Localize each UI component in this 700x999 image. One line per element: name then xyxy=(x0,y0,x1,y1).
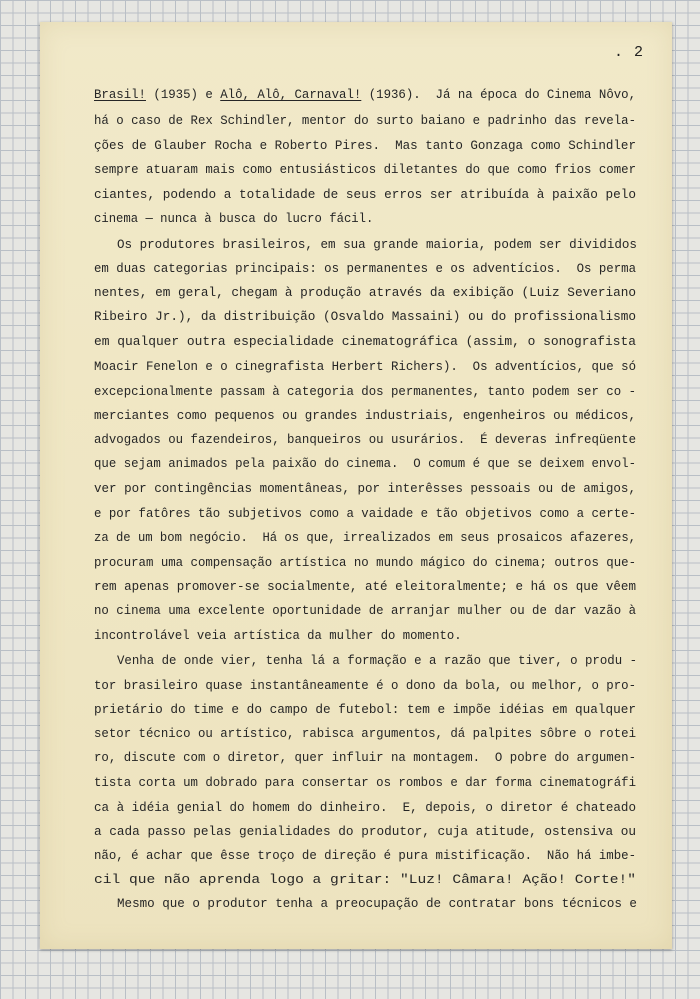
text-line xyxy=(94,211,373,227)
text-span: ver por contingências momentâneas, por interêsses pessoais ou de amigos, xyxy=(94,482,636,496)
text-line xyxy=(94,87,636,103)
text-line xyxy=(94,162,636,178)
text-span: sempre atuaram mais como entusiásticos diletantes do que como frios comer xyxy=(94,163,637,177)
text-span: em qualquer outra especialidade cinematográfica (assim, o sonografista xyxy=(94,335,637,349)
text-span: Os produtores brasileiros, em sua grande maioria, podem ser divididos xyxy=(117,238,637,252)
text-span: nentes, em geral, chegam à produção através da exibição (Luiz Severiano xyxy=(94,286,637,300)
text-line xyxy=(94,334,636,350)
text-span: ro, discute com o diretor, quer influir na montagem. O pobre do argumen- xyxy=(94,751,637,765)
text-line xyxy=(94,702,636,718)
text-span: za de um bom negócio. Há os que, irrealizados em seus prosaicos afazeres, xyxy=(94,531,636,545)
text-span: a cada passo pelas genialidades do produtor, cuja atitude, ostensiva ou xyxy=(94,825,637,839)
text-span: rem apenas promover-se socialmente, até eleitoralmente; e há os que vêem xyxy=(94,580,636,594)
text-span: há o caso de Rex Schindler, mentor do surto baiano e padrinho das revela- xyxy=(94,114,637,128)
text-line xyxy=(94,800,636,816)
page-number: . 2 xyxy=(614,44,645,61)
underlined-title: Brasil! xyxy=(94,88,146,102)
text-line xyxy=(94,603,636,619)
text-span: setor técnico ou artístico, rabisca argumentos, dá palpites sôbre o rotei xyxy=(94,727,637,741)
text-span: advogados ou fazendeiros, banqueiros ou usurários. É deveras infreqüente xyxy=(94,433,637,447)
text-span: Moacir Fenelon e o cinegrafista Herbert Richers). Os adventícios, que só xyxy=(94,360,637,374)
text-span: tor brasileiro quase instantâneamente é o dono da bola, ou melhor, o pro- xyxy=(94,679,637,693)
text-line xyxy=(94,824,636,840)
text-line xyxy=(94,113,636,129)
text-line xyxy=(94,726,636,742)
text-span: não, é achar que êsse troço de direção é pura mistificação. Não há imbe- xyxy=(94,849,637,863)
text-span: ções de Glauber Rocha e Roberto Pires. Mas tanto Gonzaga como Schindler xyxy=(94,139,636,153)
text-span: ciantes, podendo a totalidade de seus erros ser atribuída à paixão pelo xyxy=(94,188,637,202)
text-span: (1935) e xyxy=(145,88,221,102)
text-span: (1936). Já na época do Cinema Nôvo, xyxy=(361,88,637,102)
text-span: e por fatôres tão subjetivos como a vaidade e tão objetivos como a certe- xyxy=(94,507,637,521)
text-line xyxy=(94,872,636,888)
underlined-title: Alô, Alô, Carnaval! xyxy=(220,88,362,102)
text-line xyxy=(94,750,636,766)
text-line xyxy=(117,896,637,912)
text-line xyxy=(94,456,636,472)
text-span: prietário do time e do campo de futebol: tem e impõe idéias em qualquer xyxy=(94,703,637,717)
text-span: cinema — nunca à busca do lucro fácil. xyxy=(94,212,374,226)
text-span: merciantes como pequenos ou grandes industriais, engenheiros ou médicos, xyxy=(94,409,636,423)
text-span: cil que não aprenda logo a gritar: "Luz! Câmara! Ação! Corte!" xyxy=(94,873,637,887)
text-line xyxy=(94,432,636,448)
text-span: Venha de onde vier, tenha lá a formação e a razão que tiver, o produ - xyxy=(117,654,638,668)
text-line xyxy=(94,579,636,595)
text-line xyxy=(94,530,636,546)
text-line xyxy=(94,481,636,497)
text-line xyxy=(94,775,636,791)
text-span: no cinema uma excelente oportunidade de arranjar mulher ou de dar vazão à xyxy=(94,604,637,618)
text-span: em duas categorias principais: os permanentes e os adventícios. Os perma xyxy=(94,262,637,276)
text-span: excepcionalmente passam à categoria dos permanentes, tanto podem ser co - xyxy=(94,385,637,399)
text-line xyxy=(117,237,637,253)
text-span: tista corta um dobrado para consertar os rombos e dar forma cinematográfi xyxy=(94,776,637,790)
text-line xyxy=(94,506,636,522)
text-line xyxy=(94,408,636,424)
text-span: procuram uma compensação artística no mundo mágico do cinema; outros que- xyxy=(94,556,637,570)
text-line xyxy=(94,261,636,277)
text-line xyxy=(94,359,636,375)
text-span: ca à idéia genial do homem do dinheiro. E, depois, o diretor é chateado xyxy=(94,801,636,815)
text-line xyxy=(94,678,636,694)
text-line xyxy=(94,187,636,203)
text-span: que sejam animados pela paixão do cinema. O comum é que se deixem envol- xyxy=(94,457,637,471)
text-line xyxy=(94,285,636,301)
text-line xyxy=(94,309,636,325)
text-line xyxy=(94,138,636,154)
text-line xyxy=(117,653,637,669)
text-line xyxy=(94,848,636,864)
text-line xyxy=(94,628,462,644)
text-line xyxy=(94,555,636,571)
text-span: incontrolável veia artística da mulher do momento. xyxy=(94,629,462,643)
text-line xyxy=(94,384,636,400)
text-span: Mesmo que o produtor tenha a preocupação de contratar bons técnicos e xyxy=(117,897,637,911)
text-span: Ribeiro Jr.), da distribuição (Osvaldo Massaini) ou do profissionalismo xyxy=(94,310,637,324)
